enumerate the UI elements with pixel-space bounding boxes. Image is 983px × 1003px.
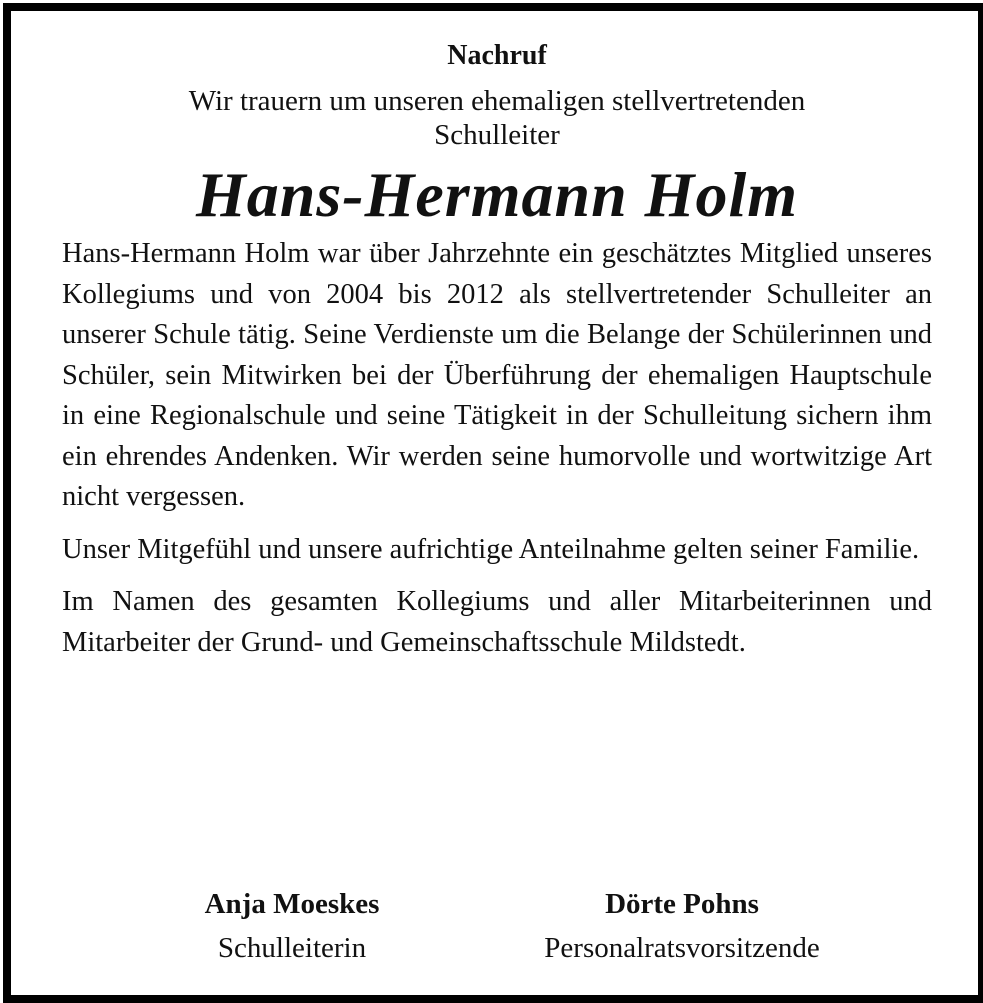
signatory-1 xyxy=(152,884,432,968)
obituary-paragraph-3: Im Namen des gesamten Kollegiums und aller Mitarbeiterinnen und Mitarbeiter der Grund- und Gemeinschaftsschule Mildstedt. xyxy=(62,586,932,658)
signatory-role: Personalratsvorsitzende xyxy=(544,932,820,964)
obituary-content xyxy=(62,36,932,964)
obituary-paragraph-2: Unser Mitgefühl und unsere aufrichtige Anteilnahme gelten seiner Familie. xyxy=(62,533,920,565)
obituary-frame xyxy=(3,3,983,1003)
signatory-role: Schulleiterin xyxy=(217,932,367,964)
signature-block xyxy=(62,884,932,974)
obituary-intro xyxy=(62,84,932,152)
intro-line-1: Wir trauern um unseren ehemaligen stellvertretenden xyxy=(188,85,806,117)
obituary-paragraph-1: Hans-Hermann Holm war über Jahrzehnte ein geschätztes Mitglied unseres Kollegiums und von 2004 bis 2012 als stellvertretender Schulleiter an unserer Schule tätig. Seine Verdienste um die Belange der Schülerinnen und Schüler, sein Mitwirken bei der Überführung der ehemaligen Hauptschule in eine Regionalschule und seine Tätigkeit in der Schulleitung sichern ihm ein ehrendes Andenken. Wir werden seine humorvolle und wortwitzige Art nicht vergessen. xyxy=(62,238,932,512)
signatory-name: Anja Moeskes xyxy=(204,888,380,920)
intro-line-2: Schulleiter xyxy=(434,119,560,151)
signatory-2 xyxy=(492,884,872,968)
obituary-heading: Nachruf xyxy=(447,40,547,71)
deceased-name: Hans-Hermann Holm xyxy=(196,159,798,230)
signatory-name: Dörte Pohns xyxy=(605,888,759,920)
